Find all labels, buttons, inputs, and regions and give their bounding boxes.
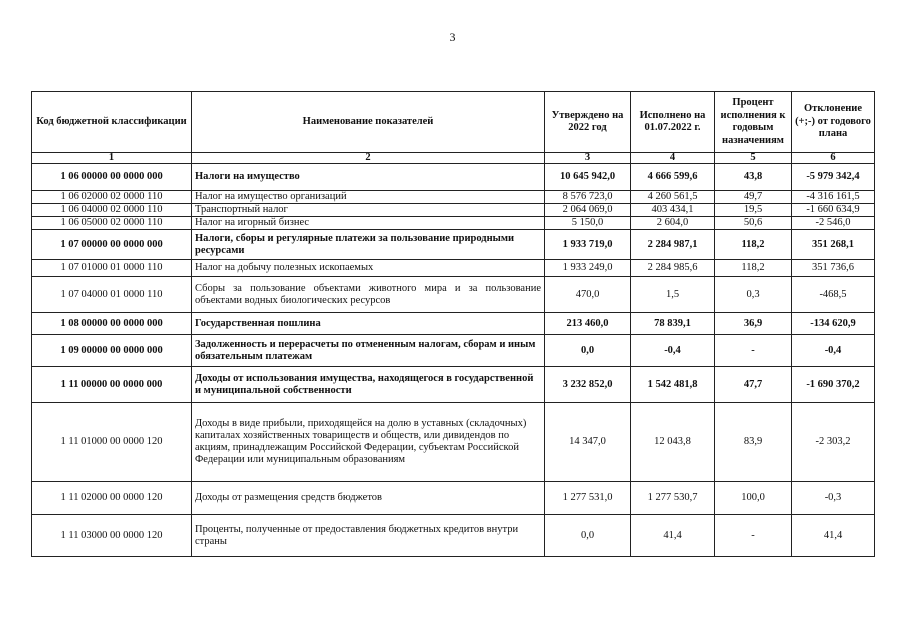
header-deviation: Отклонение (+;-) от годового плана bbox=[792, 92, 875, 153]
table-row bbox=[32, 217, 875, 230]
table-row bbox=[32, 313, 875, 335]
table-row bbox=[32, 191, 875, 204]
row-deviation: 41,4 bbox=[792, 515, 875, 557]
row-code: 1 06 05000 02 0000 110 bbox=[32, 217, 192, 230]
row-deviation: -0,3 bbox=[792, 482, 875, 515]
table-row bbox=[32, 230, 875, 260]
row-executed: 78 839,1 bbox=[631, 313, 715, 335]
budget-table bbox=[31, 91, 875, 557]
table-row bbox=[32, 204, 875, 217]
header-approved: Утверждено на 2022 год bbox=[545, 92, 631, 153]
row-name: Доходы от использования имущества, находящегося в государственной и муниципальной собственности bbox=[192, 367, 545, 403]
row-approved: 2 064 069,0 bbox=[545, 204, 631, 217]
row-code: 1 06 04000 02 0000 110 bbox=[32, 204, 192, 217]
row-name: Доходы от размещения средств бюджетов bbox=[192, 482, 545, 515]
column-number: 4 bbox=[631, 153, 715, 164]
row-percent: 50,6 bbox=[715, 217, 792, 230]
row-approved: 0,0 bbox=[545, 335, 631, 367]
row-deviation: 351 268,1 bbox=[792, 230, 875, 260]
row-percent: 36,9 bbox=[715, 313, 792, 335]
row-deviation: -468,5 bbox=[792, 277, 875, 313]
row-approved: 3 232 852,0 bbox=[545, 367, 631, 403]
row-executed: 1,5 bbox=[631, 277, 715, 313]
row-percent: 49,7 bbox=[715, 191, 792, 204]
row-code: 1 06 00000 00 0000 000 bbox=[32, 164, 192, 191]
row-name: Налог на имущество организаций bbox=[192, 191, 545, 204]
header-percent: Процент исполнения к годовым назначениям bbox=[715, 92, 792, 153]
column-number: 2 bbox=[192, 153, 545, 164]
row-deviation: -0,4 bbox=[792, 335, 875, 367]
row-executed: 41,4 bbox=[631, 515, 715, 557]
table-row bbox=[32, 367, 875, 403]
row-deviation: 351 736,6 bbox=[792, 260, 875, 277]
row-name: Сборы за пользование объектами животного мира и за пользование объектами водных биологических ресурсов bbox=[192, 277, 545, 313]
row-percent: - bbox=[715, 515, 792, 557]
row-code: 1 11 01000 00 0000 120 bbox=[32, 403, 192, 482]
row-name: Проценты, полученные от предоставления бюджетных кредитов внутри страны bbox=[192, 515, 545, 557]
row-name: Задолженность и перерасчеты по отмененным налогам, сборам и иным обязательным платежам bbox=[192, 335, 545, 367]
row-executed: 2 284 987,1 bbox=[631, 230, 715, 260]
table-row bbox=[32, 260, 875, 277]
row-deviation: -1 660 634,9 bbox=[792, 204, 875, 217]
row-code: 1 11 02000 00 0000 120 bbox=[32, 482, 192, 515]
row-name: Государственная пошлина bbox=[192, 313, 545, 335]
row-executed: 1 277 530,7 bbox=[631, 482, 715, 515]
row-deviation: -1 690 370,2 bbox=[792, 367, 875, 403]
row-code: 1 08 00000 00 0000 000 bbox=[32, 313, 192, 335]
row-percent: 47,7 bbox=[715, 367, 792, 403]
row-name: Налоги, сборы и регулярные платежи за пользование природными ресурсами bbox=[192, 230, 545, 260]
row-deviation: -5 979 342,4 bbox=[792, 164, 875, 191]
table-header-row bbox=[32, 92, 875, 153]
row-code: 1 11 00000 00 0000 000 bbox=[32, 367, 192, 403]
header-executed: Исполнено на 01.07.2022 г. bbox=[631, 92, 715, 153]
row-executed: 4 260 561,5 bbox=[631, 191, 715, 204]
row-name: Налог на добычу полезных ископаемых bbox=[192, 260, 545, 277]
row-code: 1 07 04000 01 0000 110 bbox=[32, 277, 192, 313]
column-number-row bbox=[32, 153, 875, 164]
row-executed: 2 604,0 bbox=[631, 217, 715, 230]
row-percent: 100,0 bbox=[715, 482, 792, 515]
table-body bbox=[32, 164, 875, 557]
row-percent: 118,2 bbox=[715, 260, 792, 277]
row-executed: 12 043,8 bbox=[631, 403, 715, 482]
row-name: Налоги на имущество bbox=[192, 164, 545, 191]
row-deviation: -2 303,2 bbox=[792, 403, 875, 482]
column-number: 3 bbox=[545, 153, 631, 164]
row-approved: 0,0 bbox=[545, 515, 631, 557]
row-approved: 213 460,0 bbox=[545, 313, 631, 335]
table-row bbox=[32, 164, 875, 191]
row-approved: 470,0 bbox=[545, 277, 631, 313]
row-approved: 1 277 531,0 bbox=[545, 482, 631, 515]
row-executed: 1 542 481,8 bbox=[631, 367, 715, 403]
row-executed: -0,4 bbox=[631, 335, 715, 367]
row-approved: 1 933 249,0 bbox=[545, 260, 631, 277]
row-deviation: -134 620,9 bbox=[792, 313, 875, 335]
row-approved: 5 150,0 bbox=[545, 217, 631, 230]
column-number: 1 bbox=[32, 153, 192, 164]
row-executed: 4 666 599,6 bbox=[631, 164, 715, 191]
row-approved: 1 933 719,0 bbox=[545, 230, 631, 260]
table-row bbox=[32, 335, 875, 367]
column-number: 5 bbox=[715, 153, 792, 164]
header-name: Наименование показателей bbox=[192, 92, 545, 153]
row-executed: 403 434,1 bbox=[631, 204, 715, 217]
row-percent: 19,5 bbox=[715, 204, 792, 217]
row-approved: 10 645 942,0 bbox=[545, 164, 631, 191]
page-number: 3 bbox=[449, 30, 456, 44]
row-percent: - bbox=[715, 335, 792, 367]
row-code: 1 11 03000 00 0000 120 bbox=[32, 515, 192, 557]
table-row bbox=[32, 515, 875, 557]
header-code: Код бюджетной классификации bbox=[32, 92, 192, 153]
row-percent: 118,2 bbox=[715, 230, 792, 260]
row-code: 1 06 02000 02 0000 110 bbox=[32, 191, 192, 204]
table-row bbox=[32, 277, 875, 313]
column-number: 6 bbox=[792, 153, 875, 164]
row-code: 1 07 00000 00 0000 000 bbox=[32, 230, 192, 260]
row-name: Доходы в виде прибыли, приходящейся на долю в уставных (складочных) капиталах хозяйственных товариществ и обществ, или дивидендов по акциям, принадлежащим Российской Федерации, субъектам Российской Федерации или муниципальным образованиям bbox=[192, 403, 545, 482]
row-code: 1 09 00000 00 0000 000 bbox=[32, 335, 192, 367]
row-executed: 2 284 985,6 bbox=[631, 260, 715, 277]
row-deviation: -2 546,0 bbox=[792, 217, 875, 230]
row-name: Налог на игорный бизнес bbox=[192, 217, 545, 230]
row-percent: 43,8 bbox=[715, 164, 792, 191]
row-approved: 14 347,0 bbox=[545, 403, 631, 482]
row-code: 1 07 01000 01 0000 110 bbox=[32, 260, 192, 277]
row-name: Транспортный налог bbox=[192, 204, 545, 217]
row-percent: 0,3 bbox=[715, 277, 792, 313]
row-percent: 83,9 bbox=[715, 403, 792, 482]
row-deviation: -4 316 161,5 bbox=[792, 191, 875, 204]
table-row bbox=[32, 403, 875, 482]
row-approved: 8 576 723,0 bbox=[545, 191, 631, 204]
table-row bbox=[32, 482, 875, 515]
